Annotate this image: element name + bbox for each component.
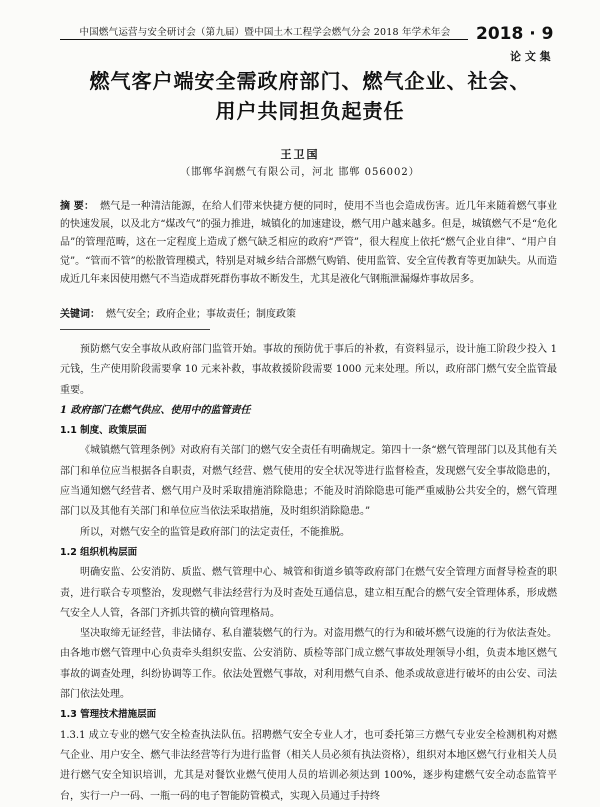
- paragraph: 坚决取缔无证经营，非法储存、私自灌装燃气的行为。对盗用燃气的行为和破坏燃气设施的行为依法查处。由各地市燃气管理中心负责牵头组织安监、公安消防、质检等部门成立燃气事故处理领导小组，负责本地区燃气事故的调查处理，纠纷协调等工作。依法处置燃气事故，对利用燃气自杀、他杀或故意进行破坏的由公安、司法部门依法处理。: [60, 628, 557, 701]
- paper-title: [40, 66, 580, 126]
- section-divider: [60, 329, 210, 330]
- abstract-label: 摘 要：: [60, 201, 95, 212]
- paragraph: 预防燃气安全事故从政府部门监管开始。事故的预防优于事后的补救，有资料显示，设计施工阶段少投入 1 元钱，生产使用阶段需要拿 10 元来补救，事故救援阶段需要 1000 元来处理。所以，政府部门燃气安全监管最重要。: [60, 344, 557, 396]
- section-heading-1: 1 政府部门在燃气供应、使用中的监管责任: [60, 404, 251, 416]
- affiliation: （邯郸华润燃气有限公司，河北 邯郸 056002）: [180, 167, 420, 178]
- abstract: [60, 198, 557, 289]
- paper-title-line-1: 燃气客户端安全需政府部门、燃气企业、社会、: [89, 69, 531, 93]
- proceedings-label: 论 文 集: [510, 50, 551, 63]
- keywords: [60, 306, 557, 324]
- paragraph: 《城镇燃气管理条例》对政府有关部门的燃气安全责任有明确规定。第四十一条“燃气管理部门以及其他有关部门和单位应当根据各自职责，对燃气经营、燃气使用的安全状况等进行监督检查，发现燃气安全事故隐患的，应当通知燃气经营者、燃气用户及时采取措施消除隐患；不能及时消除隐患可能严重威胁公共安全的，燃气管理部门以及其他有关部门和单位应当依法采取措施，及时组织消除隐患。”: [60, 445, 557, 518]
- issue-date: 2018 · 9: [476, 24, 554, 44]
- paragraph: 1.3.1 成立专业的燃气安全检查执法队伍。招聘燃气安全专业人才，也可委托第三方燃气专业安全检测机构对燃气企业、用户安全、燃气非法经营等行为进行监督（相关人员必须有执法资格），组织对本地区燃气行业相关人员进行燃气安全知识培训，尤其是对餐饮业燃气使用人员的培训必须达到 100%，逐步构建燃气安全动态监管平台，实行一户一码、一瓶一码的电子智能防管模式，实现入员通过手持终: [60, 729, 557, 802]
- keywords-text: 燃气安全；政府企业；事故责任；制度政策: [106, 309, 296, 320]
- abstract-text: 燃气是一种清洁能源，在给人们带来快捷方便的同时，使用不当也会造成伤害。近几年来随着燃气事业的快速发展，以及北方“煤改气”的强力推进，城镇化的加速建设，燃气用户越来越多。但是，城镇燃气不是“危化品”的管理范畴，这在一定程度上造成了燃气缺乏相应的政府“严管”，很大程度上依托“燃气企业自律”、“用户自觉”。“管而不管”的松散管理模式，特别是对城乡结合部燃气购销、使用监管、安全宣传教育等更加缺失。从而造成近几年来因使用燃气不当造成群死群伤事故不断发生，尤其是液化气钢瓶泄漏爆炸事故居多。: [60, 201, 557, 285]
- section-heading-1-1: 1.1 制度、政策层面: [60, 425, 147, 437]
- header-rule: [60, 39, 468, 40]
- body-text: [60, 340, 557, 807]
- paragraph: 明确安监、公安消防、质监、燃气管理中心、城管和街道乡镇等政府部门在燃气安全管理方面督导检查的职责，进行联合专项整治，发现燃气非法经营行为及时查处互通信息，建立相互配合的燃气安全管理体系，形成燃气安全人人管，各部门齐抓共管的横向管理格局。: [60, 567, 557, 619]
- keywords-label: 关键词：: [60, 309, 100, 320]
- paragraph: 所以，对燃气安全的监管是政府部门的法定责任，不能推脱。: [80, 526, 350, 538]
- author-name: 王卫国: [280, 148, 320, 161]
- section-heading-1-3: 1.3 管理技术措施层面: [60, 709, 157, 721]
- running-header: 中国燃气运营与安全研讨会（第九届）暨中国土木工程学会燃气分会 2018 年学术年会: [79, 27, 451, 38]
- paper-title-line-2: 用户共同担负起责任: [215, 99, 405, 123]
- section-heading-1-2: 1.2 组织机构层面: [60, 546, 138, 558]
